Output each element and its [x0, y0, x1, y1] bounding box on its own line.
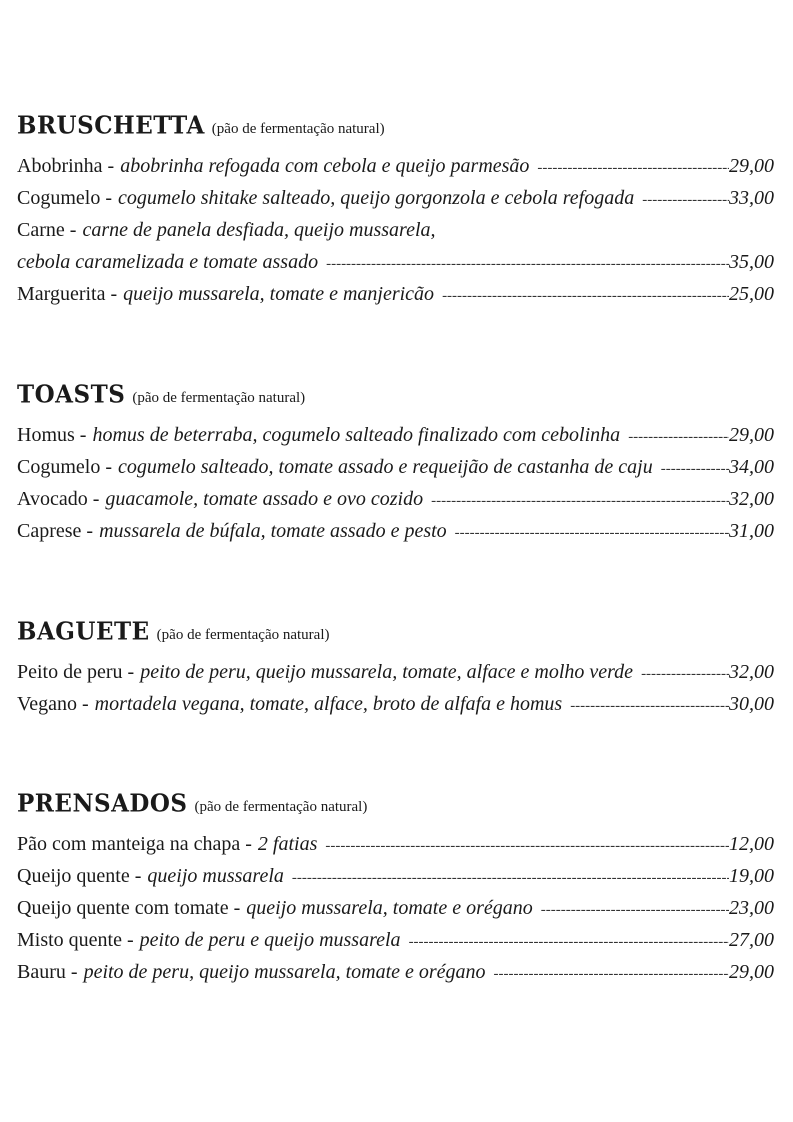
section-bruschetta	[17, 112, 774, 315]
item-price: 32,00	[729, 661, 774, 683]
item-name: Pão com manteiga na chapa	[17, 833, 241, 855]
item-name: Marguerita	[17, 283, 106, 305]
menu-item	[17, 897, 774, 929]
menu-item	[17, 283, 774, 315]
item-name: Queijo quente com tomate	[17, 897, 229, 919]
item-separator: -	[105, 187, 113, 209]
menu-list	[17, 155, 774, 315]
dotted-leader	[661, 461, 729, 478]
item-description: peito de peru, queijo mussarela, tomate, alface e molho verde	[140, 661, 634, 683]
section-subtitle: (pão de fermentação natural)	[132, 390, 306, 406]
item-separator: -	[233, 897, 241, 919]
dotted-leader	[541, 902, 729, 919]
item-separator: -	[79, 424, 87, 446]
item-separator: -	[69, 219, 77, 241]
dotted-leader	[641, 666, 729, 683]
item-description: homus de beterraba, cogumelo salteado finalizado com cebolinha	[92, 424, 621, 446]
item-name: Cogumelo	[17, 187, 101, 209]
item-separator: -	[134, 865, 142, 887]
menu-item	[17, 865, 774, 897]
menu-item	[17, 520, 774, 552]
item-separator: -	[92, 488, 100, 510]
dotted-leader	[455, 525, 729, 542]
dotted-leader	[628, 429, 729, 446]
item-price: 31,00	[729, 520, 774, 542]
item-name: Avocado	[17, 488, 88, 510]
section-subtitle: (pão de fermentação natural)	[194, 799, 368, 815]
item-price: 12,00	[729, 833, 774, 855]
menu-item	[17, 187, 774, 219]
item-separator: -	[81, 693, 89, 715]
menu-item	[17, 424, 774, 456]
item-price: 32,00	[729, 488, 774, 510]
dotted-leader	[642, 192, 729, 209]
item-name: Bauru	[17, 961, 66, 983]
dotted-leader	[537, 160, 729, 177]
item-price: 29,00	[729, 155, 774, 177]
item-description: queijo mussarela, tomate e manjericão	[123, 283, 435, 305]
section-title: BAGUETE	[17, 617, 150, 646]
menu-item	[17, 961, 774, 993]
menu-item-continuation	[17, 251, 774, 283]
item-name: Queijo quente	[17, 865, 130, 887]
menu-item	[17, 929, 774, 961]
dotted-leader	[292, 870, 729, 887]
item-price: 27,00	[729, 929, 774, 951]
menu-item	[17, 488, 774, 520]
menu-item	[17, 693, 774, 725]
menu-list	[17, 424, 774, 552]
menu-list	[17, 833, 774, 993]
item-separator: -	[105, 456, 113, 478]
menu-item	[17, 456, 774, 488]
item-description: queijo mussarela, tomate e orégano	[246, 897, 533, 919]
menu-item	[17, 155, 774, 187]
section-title: BRUSCHETTA	[17, 111, 205, 140]
section-header	[17, 790, 774, 820]
section-header	[17, 381, 774, 411]
section-baguete	[17, 618, 774, 725]
section-toasts	[17, 381, 774, 552]
item-name: Homus	[17, 424, 75, 446]
item-separator: -	[245, 833, 252, 855]
item-separator: -	[70, 961, 78, 983]
item-name: Caprese	[17, 520, 82, 542]
item-price: 34,00	[729, 456, 774, 478]
item-description: cogumelo salteado, tomate assado e requeijão de castanha de caju	[118, 456, 653, 478]
item-name: Vegano	[17, 693, 77, 715]
dotted-leader	[326, 256, 729, 273]
item-name: Misto quente	[17, 929, 122, 951]
item-description: queijo mussarela	[147, 865, 284, 887]
section-subtitle: (pão de fermentação natural)	[156, 627, 330, 643]
item-price: 25,00	[729, 283, 774, 305]
item-description: peito de peru e queijo mussarela	[139, 929, 401, 951]
dotted-leader	[325, 838, 729, 855]
item-description-cont: cebola caramelizada e tomate assado	[17, 251, 319, 273]
item-description: cogumelo shitake salteado, queijo gorgonzola e cebola refogada	[118, 187, 635, 209]
section-prensados	[17, 790, 774, 993]
menu-item	[17, 833, 774, 865]
item-separator: -	[86, 520, 94, 542]
section-header	[17, 618, 774, 648]
item-price: 35,00	[729, 251, 774, 273]
menu-list	[17, 661, 774, 725]
item-description: carne de panela desfiada, queijo mussarela,	[82, 219, 436, 241]
item-name: Carne	[17, 219, 65, 241]
item-description: 2 fatias	[257, 833, 318, 855]
item-separator: -	[110, 283, 118, 305]
item-description: peito de peru, queijo mussarela, tomate e orégano	[83, 961, 486, 983]
item-separator: -	[107, 155, 115, 177]
section-title: TOASTS	[17, 380, 126, 409]
item-price: 30,00	[729, 693, 774, 715]
section-subtitle: (pão de fermentação natural)	[211, 121, 385, 137]
dotted-leader	[431, 493, 729, 510]
dotted-leader	[409, 934, 729, 951]
item-description: abobrinha refogada com cebola e queijo parmesão	[120, 155, 530, 177]
item-separator: -	[127, 661, 135, 683]
item-price: 23,00	[729, 897, 774, 919]
item-name: Cogumelo	[17, 456, 101, 478]
item-price: 29,00	[729, 961, 774, 983]
item-price: 33,00	[729, 187, 774, 209]
menu-item	[17, 661, 774, 693]
dotted-leader	[494, 966, 729, 983]
dotted-leader	[570, 698, 729, 715]
item-price: 29,00	[729, 424, 774, 446]
item-description: mussarela de búfala, tomate assado e pesto	[99, 520, 447, 542]
dotted-leader	[442, 288, 729, 305]
item-name: Abobrinha	[17, 155, 103, 177]
item-price: 19,00	[729, 865, 774, 887]
item-name: Peito de peru	[17, 661, 123, 683]
section-title: PRENSADOS	[17, 789, 188, 818]
item-description: guacamole, tomate assado e ovo cozido	[105, 488, 424, 510]
section-header	[17, 112, 774, 142]
item-separator: -	[127, 929, 134, 951]
menu-item	[17, 219, 774, 251]
item-description: mortadela vegana, tomate, alface, broto de alfafa e homus	[94, 693, 563, 715]
